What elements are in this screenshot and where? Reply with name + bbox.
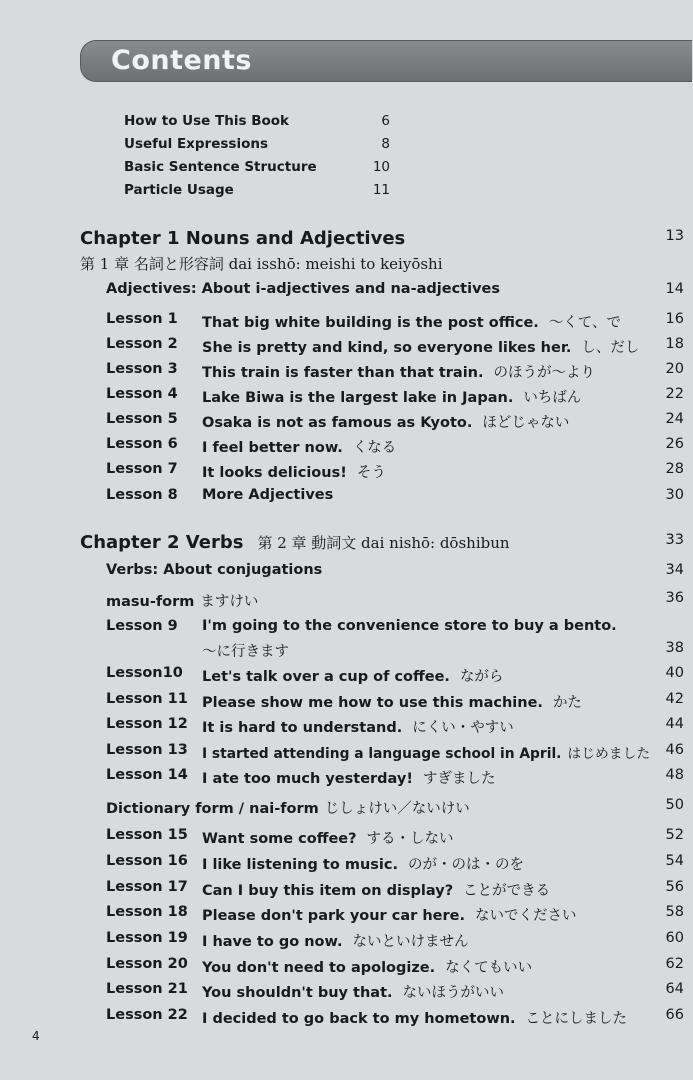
lesson-title: It looks delicious! そう	[202, 465, 386, 481]
lesson-grammar: はじめました	[567, 746, 651, 762]
lesson-grammar: いちばん	[523, 390, 582, 406]
lesson-number: Lesson10	[106, 665, 183, 681]
lesson-page: 48	[665, 767, 684, 783]
lesson-page: 28	[665, 461, 684, 477]
lesson-page: 18	[665, 336, 684, 352]
lesson-grammar: ことができる	[463, 883, 551, 899]
lesson-grammar: のほうが〜より	[493, 365, 596, 381]
lesson-title: I like listening to music. のが・のは・のを	[202, 857, 524, 873]
intro-item-label: Useful Expressions	[124, 136, 268, 152]
lesson-grammar: 〜に行きます	[202, 644, 289, 660]
chapter-2-page: 33	[665, 532, 684, 548]
lesson-grammar: のが・のは・のを	[407, 857, 524, 873]
lesson-number: Lesson 16	[106, 853, 188, 869]
lesson-title: That big white building is the post office. 〜くて、で	[202, 315, 622, 331]
lesson-page: 46	[665, 742, 684, 758]
lesson-title: This train is faster than that train. のほうが〜より	[202, 365, 596, 381]
lesson-page: 54	[665, 853, 684, 869]
lesson-title: I decided to go back to my hometown. ことにしました	[202, 1011, 628, 1027]
lesson-grammar: ほどじゃない	[482, 415, 570, 431]
section-page: 14	[665, 281, 684, 297]
section-masu-form: masu-form ますけい	[106, 594, 259, 610]
lesson-number: Lesson 7	[106, 461, 178, 477]
section-page: 50	[665, 797, 684, 813]
chapter-1-title: Chapter 1 Nouns and Adjectives	[80, 228, 406, 249]
lesson-title: Please don't park your car here. ないでください	[202, 908, 577, 924]
lesson-title: Lake Biwa is the largest lake in Japan. いちばん	[202, 390, 582, 406]
lesson-number: Lesson 17	[106, 879, 188, 895]
lesson-title: I'm going to the convenience store to buy a bento.	[202, 618, 617, 634]
section-dictionary-form: Dictionary form / nai-form じしょけい／ないけい	[106, 801, 470, 817]
section-jp: ますけい	[200, 594, 259, 610]
page-title: Contents	[111, 45, 253, 76]
lesson-page: 58	[665, 904, 684, 920]
intro-item-label: Basic Sentence Structure	[124, 159, 317, 175]
lesson-page: 38	[665, 640, 684, 656]
lesson-grammar: する・しない	[366, 831, 454, 847]
lesson-page: 30	[665, 487, 684, 503]
lesson-number: Lesson 9	[106, 618, 178, 634]
lesson-grammar: かた	[552, 695, 582, 711]
lesson-title: I have to go now. ないといけません	[202, 934, 469, 950]
lesson-number: Lesson 1	[106, 311, 178, 327]
lesson-number: Lesson 12	[106, 716, 188, 732]
lesson-page: 64	[665, 981, 684, 997]
intro-item-page: 11	[372, 182, 390, 198]
lesson-grammar: ながら	[459, 669, 504, 685]
lesson-grammar: くなる	[352, 440, 397, 456]
section-page: 36	[665, 590, 684, 606]
lesson-title: Please show me how to use this machine. かた	[202, 695, 582, 711]
lesson-grammar: 〜くて、で	[548, 315, 622, 331]
lesson-number: Lesson 5	[106, 411, 178, 427]
lesson-title: It is hard to understand. にくい・やすい	[202, 720, 514, 736]
page-number: 4	[32, 1029, 40, 1043]
intro-item-page: 8	[381, 136, 390, 152]
lesson-page: 26	[665, 436, 684, 452]
lesson-title: More Adjectives	[202, 487, 334, 503]
intro-item-label: Particle Usage	[124, 182, 234, 198]
chapter-2-jp-title: 第 2 章 動詞文 dai nishō: dōshibun	[257, 534, 510, 552]
section-page: 34	[665, 562, 684, 578]
lesson-title: You shouldn't buy that. ないほうがいい	[202, 985, 505, 1001]
lesson-grammar: そう	[356, 465, 386, 481]
lesson-page: 20	[665, 361, 684, 377]
lesson-number: Lesson 22	[106, 1007, 188, 1023]
intro-item-label: How to Use This Book	[124, 113, 290, 129]
lesson-title: Osaka is not as famous as Kyoto. ほどじゃない	[202, 415, 570, 431]
lesson-page: 24	[665, 411, 684, 427]
lesson-grammar: ないほうがいい	[402, 985, 505, 1001]
intro-item-page: 10	[372, 159, 390, 175]
lesson-number: Lesson 11	[106, 691, 188, 707]
chapter-2-title: Chapter 2 Verbs 第 2 章 動詞文 dai nishō: dōshibun	[80, 532, 510, 553]
lesson-grammar: すぎました	[422, 771, 496, 787]
lesson-grammar: し、だし	[581, 340, 640, 356]
lesson-number: Lesson 19	[106, 930, 188, 946]
lesson-grammar: なくてもいい	[445, 960, 533, 976]
lesson-number: Lesson 21	[106, 981, 188, 997]
lesson-title: She is pretty and kind, so everyone likes her. し、だし	[202, 340, 640, 356]
lesson-title: Let's talk over a cup of coffee. ながら	[202, 669, 504, 685]
lesson-number: Lesson 3	[106, 361, 178, 377]
lesson-number: Lesson 13	[106, 742, 188, 758]
lesson-title: I started attending a language school in April. はじめました	[202, 746, 651, 762]
section-conjugations: Verbs: About conjugations	[106, 562, 323, 578]
section-jp: じしょけい／ないけい	[324, 801, 470, 817]
lesson-number: Lesson 18	[106, 904, 188, 920]
lesson-grammar: ないでください	[474, 908, 577, 924]
lesson-title: Want some coffee? する・しない	[202, 831, 454, 847]
lesson-page: 40	[665, 665, 684, 681]
lesson-title: You don't need to apologize. なくてもいい	[202, 960, 533, 976]
lesson-page: 16	[665, 311, 684, 327]
lesson-page: 60	[665, 930, 684, 946]
lesson-number: Lesson 6	[106, 436, 178, 452]
lesson-grammar: ことにしました	[525, 1011, 628, 1027]
intro-item-page: 6	[381, 113, 390, 129]
lesson-title: I ate too much yesterday! すぎました	[202, 771, 496, 787]
lesson-page: 52	[665, 827, 684, 843]
lesson-number: Lesson 2	[106, 336, 178, 352]
lesson-page: 22	[665, 386, 684, 402]
section-adjectives: Adjectives: About i-adjectives and na-adjectives	[106, 281, 500, 297]
chapter-1-page: 13	[665, 228, 684, 244]
lesson-page: 62	[665, 956, 684, 972]
lesson-page: 44	[665, 716, 684, 732]
chapter-1-jp-title: 第 1 章 名詞と形容詞 dai isshō: meishi to keiyōshi	[80, 255, 443, 273]
lesson-number: Lesson 14	[106, 767, 188, 783]
lesson-number: Lesson 8	[106, 487, 178, 503]
lesson-page: 66	[665, 1007, 684, 1023]
lesson-title: Can I buy this item on display? ことができる	[202, 883, 551, 899]
contents-banner	[80, 40, 692, 82]
lesson-grammar: にくい・やすい	[412, 720, 514, 736]
lesson-title: I feel better now. くなる	[202, 440, 397, 456]
lesson-number: Lesson 4	[106, 386, 178, 402]
lesson-page: 42	[665, 691, 684, 707]
lesson-number: Lesson 15	[106, 827, 188, 843]
lesson-number: Lesson 20	[106, 956, 188, 972]
lesson-page: 56	[665, 879, 684, 895]
lesson-grammar: ないといけません	[352, 934, 469, 950]
